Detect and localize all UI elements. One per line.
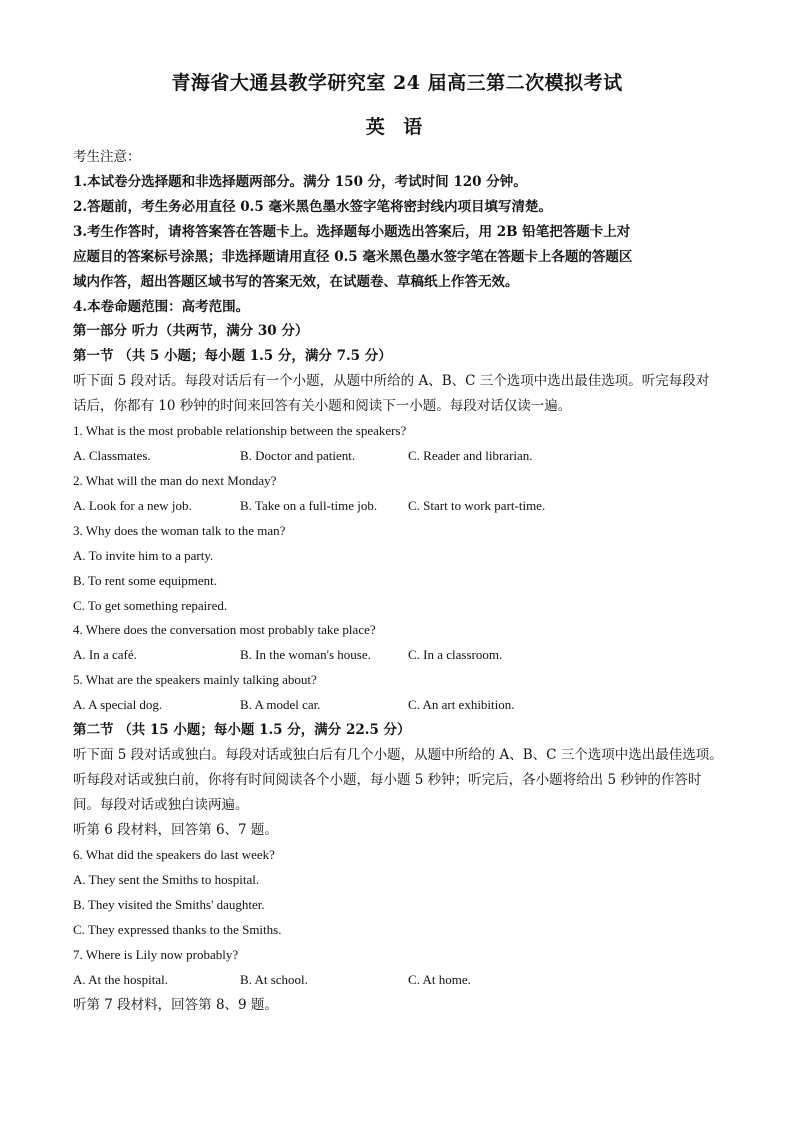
option-a: A. A special dog. <box>73 697 163 712</box>
section1-instructions: 听下面 5 段对话。每段对话后有一个小题，从题中所给的 A、B、C 三个选项中选出最佳选项。听完每段对 <box>73 373 710 389</box>
part1-heading: 第一部分 听力（共两节，满分 30 分） <box>73 323 309 339</box>
option-b: B. At school. <box>240 972 308 987</box>
option-b: B. Doctor and patient. <box>240 448 356 463</box>
note-item: 1.本试卷分选择题和非选择题两部分。满分 150 分，考试时间 120 分钟。 <box>73 174 527 190</box>
option-a: A. To invite him to a party. <box>73 548 214 563</box>
note-item: 应题目的答案标号涂黑；非选择题请用直径 0.5 毫米黑色墨水签字笔在答题卡上各题的答题区 <box>73 249 633 265</box>
option-b: B. A model car. <box>240 697 321 712</box>
notes-heading: 考生注意： <box>73 149 141 165</box>
note-item: 域内作答，超出答题区域书写的答案无效，在试题卷、草稿纸上作答无效。 <box>73 274 519 290</box>
subject-title: 英 语 <box>365 116 429 138</box>
question-stem: 2. What will the man do next Monday? <box>73 473 277 488</box>
question-stem: 7. Where is Lily now probably? <box>73 947 239 962</box>
question-stem: 4. Where does the conversation most probably take place? <box>73 622 376 637</box>
option-c: C. Start to work part-time. <box>408 498 546 513</box>
option-b: B. They visited the Smiths' daughter. <box>73 897 265 912</box>
section1-instructions: 话后，你都有 10 秒钟的时间来回答有关小题和阅读下一小题。每段对话仅读一遍。 <box>73 398 572 414</box>
option-c: C. In a classroom. <box>408 647 503 662</box>
section1-heading: 第一节 （共 5 小题；每小题 1.5 分，满分 7.5 分） <box>73 348 392 364</box>
exam-title: 青海省大通县教学研究室 24 届高三第二次模拟考试 <box>171 72 623 94</box>
option-c: C. They expressed thanks to the Smiths. <box>73 922 282 937</box>
option-b: B. To rent some equipment. <box>73 573 217 588</box>
option-b: B. In the woman's house. <box>240 647 371 662</box>
section2-instructions: 间。每段对话或独白读两遍。 <box>73 797 249 813</box>
option-a: A. Look for a new job. <box>73 498 192 513</box>
note-item: 4.本卷命题范围：高考范围。 <box>73 299 250 315</box>
option-c: C. Reader and librarian. <box>408 448 533 463</box>
note-item: 3.考生作答时，请将答案答在答题卡上。选择题每小题选出答案后，用 2B 铅笔把答题卡上对 <box>73 224 631 240</box>
question-stem: 3. Why does the woman talk to the man? <box>73 523 286 538</box>
section2-instructions: 听下面 5 段对话或独白。每段对话或独白后有几个小题，从题中所给的 A、B、C 三个选项中选出最佳选项。 <box>73 747 723 763</box>
question-stem: 5. What are the speakers mainly talking about? <box>73 672 317 687</box>
option-a: A. Classmates. <box>73 448 151 463</box>
option-c: C. At home. <box>408 972 471 987</box>
option-a: A. At the hospital. <box>73 972 168 987</box>
question-stem: 1. What is the most probable relationship between the speakers? <box>73 423 407 438</box>
option-a: A. In a café. <box>73 647 137 662</box>
question-stem: 6. What did the speakers do last week? <box>73 847 275 862</box>
option-c: C. To get something repaired. <box>73 598 228 613</box>
material-note: 听第 7 段材料，回答第 8、9 题。 <box>73 997 278 1013</box>
option-a: A. They sent the Smiths to hospital. <box>73 872 260 887</box>
option-c: C. An art exhibition. <box>408 697 515 712</box>
section2-heading: 第二节 （共 15 小题；每小题 1.5 分，满分 22.5 分） <box>73 722 411 738</box>
note-item: 2.答题前，考生务必用直径 0.5 毫米黑色墨水签字笔将密封线内项目填写清楚。 <box>73 199 552 215</box>
option-b: B. Take on a full-time job. <box>240 498 378 513</box>
material-note: 听第 6 段材料，回答第 6、7 题。 <box>73 822 278 838</box>
section2-instructions: 听每段对话或独白前，你将有时间阅读各个小题，每小题 5 秒钟；听完后，各小题将给出 5 秒钟的作答时 <box>73 772 702 788</box>
